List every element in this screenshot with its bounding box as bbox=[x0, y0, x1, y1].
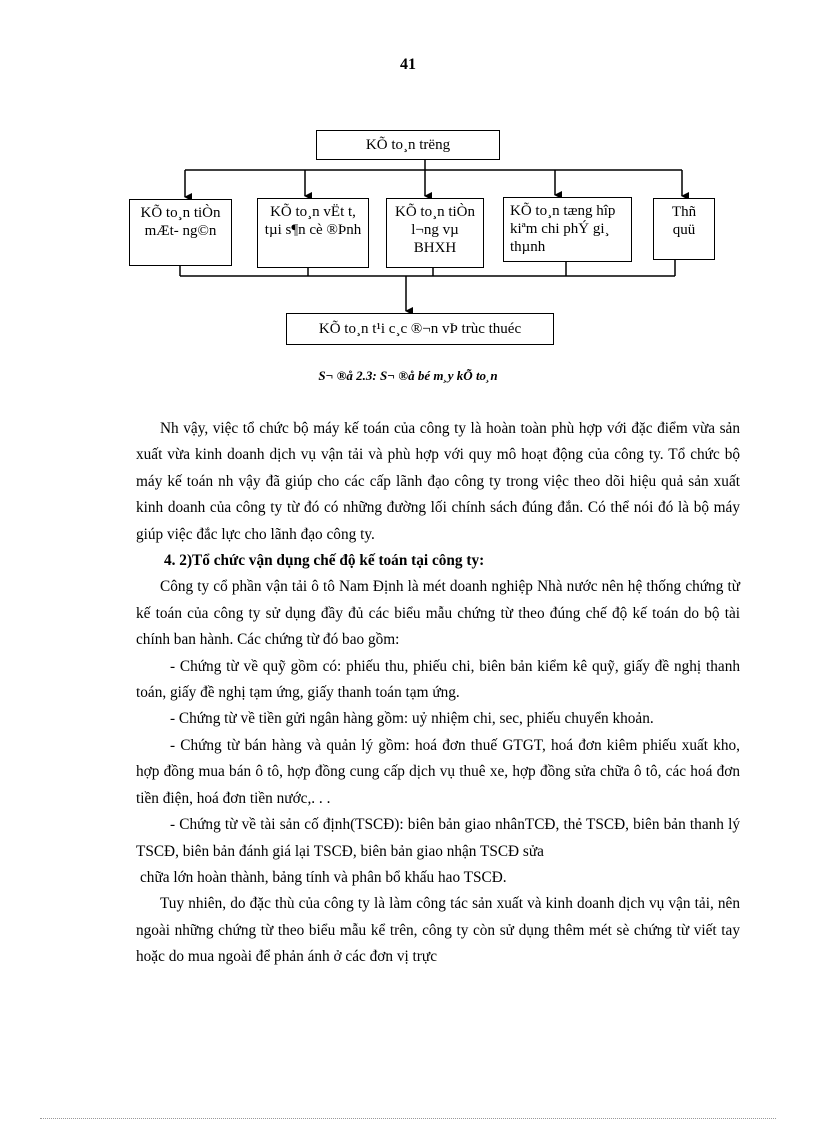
chief-accountant-label: KÕ to¸n trëng bbox=[365, 137, 451, 153]
section-heading: 4. 2)Tổ chức vận dụng chế độ kế toán tại công ty: bbox=[164, 552, 485, 570]
dept-label: Thñ quü bbox=[671, 204, 697, 238]
list-item: - Chứng từ về tài sản cố định(TSCĐ): biên bản giao nhânTCĐ, thẻ TSCĐ, biên bản thanh lý TSCĐ, biên bản đánh giá lại TSCĐ, biên bản giao nhận TSCĐ sửa bbox=[136, 816, 740, 860]
figure-caption: S¬ ®å 2.3: S¬ ®å bé m¸y kÕ to¸n bbox=[318, 368, 498, 383]
chart-box-chief-accountant bbox=[316, 130, 500, 160]
dept-label: KÕ to¸n tæng hîp kiªm chi phÝ gi¸ thµnh bbox=[510, 203, 616, 255]
dept-label: KÕ to¸n tiÒn l¬ng vµ BHXH bbox=[395, 204, 475, 256]
paragraph: Công ty cổ phần vận tải ô tô Nam Định là mét doanh nghiệp Nhà nước nên hệ thống chứng từ kế toán của công ty sử dụng đầy đủ các biểu mẫu chứng từ theo đúng chế độ kế toán do bộ tài chính ban hành. Các chứng từ đó bao gồm: bbox=[136, 578, 740, 649]
dept-label: KÕ to¸n vËt t, tµi s¶n cè ®Þnh bbox=[264, 204, 362, 238]
page-bottom-rule bbox=[40, 1118, 776, 1119]
list-item: - Chứng từ về quỹ gồm có: phiếu thu, phiếu chi, biên bản kiểm kê quỹ, giấy đề nghị thanh toán, giấy đề nghị tạm ứng, giấy thanh toán tạm ứng. bbox=[136, 657, 740, 702]
unit-accountant-label: KÕ to¸n t¹i c¸c ®¬n vÞ trùc thuéc bbox=[318, 321, 522, 337]
list-item-continuation: chữa lớn hoàn thành, bảng tính và phân bổ khấu hao TSCĐ. bbox=[140, 868, 507, 886]
chart-box-unit-accountant bbox=[286, 313, 554, 345]
page-number: 41 bbox=[400, 56, 416, 73]
body-text bbox=[136, 416, 740, 971]
list-item: - Chứng từ bán hàng và quản lý gồm: hoá đơn thuế GTGT, hoá đơn kiêm phiếu xuất kho, hợp đồng mua bán ô tô, hợp đồng cung cấp dịch vụ thuê xe, hợp đồng sửa chữa ô tô, các hoá đơn tiền điện, hoá đơn tiền nước,. . . bbox=[136, 736, 740, 807]
paragraph: Nh vậy, việc tổ chức bộ máy kế toán của công ty là hoàn toàn phù hợp với đặc điểm vừa sản xuất vừa kinh doanh dịch vụ vận tải và phù hợp với quy mô hoạt động của công ty. Tổ chức bộ máy kế toán nh vậy đã giúp cho các cấp lãnh đạo công ty trong việc theo dõi hiệu quả sản xuất kinh doanh của công ty từ đó có những đường lối chính sách đúng đắn. Có thể nói đó là bộ máy giúp việc đắc lực cho lãnh đạo công ty. bbox=[136, 420, 740, 543]
chart-box-general-accountant bbox=[503, 197, 632, 262]
chart-box-cash-accountant bbox=[129, 199, 232, 266]
list-item: - Chứng từ về tiền gửi ngân hàng gồm: uỷ nhiệm chi, sec, phiếu chuyển khoản. bbox=[170, 710, 654, 728]
chart-box-treasurer bbox=[653, 198, 715, 260]
chart-box-materials-accountant bbox=[257, 198, 369, 268]
dept-label: KÕ to¸n tiÒn mÆt- ng©n bbox=[140, 205, 221, 239]
paragraph: Tuy nhiên, do đặc thù của công ty là làm công tác sản xuất và kinh doanh dịch vụ vận tải, nên ngoài những chứng từ theo biểu mẫu kể trên, công ty còn sử dụng thêm mét sè chứng từ viết tay hoặc do mua ngoài để phản ánh ở các đơn vị trực bbox=[136, 895, 740, 966]
chart-box-salary-accountant bbox=[386, 198, 484, 268]
